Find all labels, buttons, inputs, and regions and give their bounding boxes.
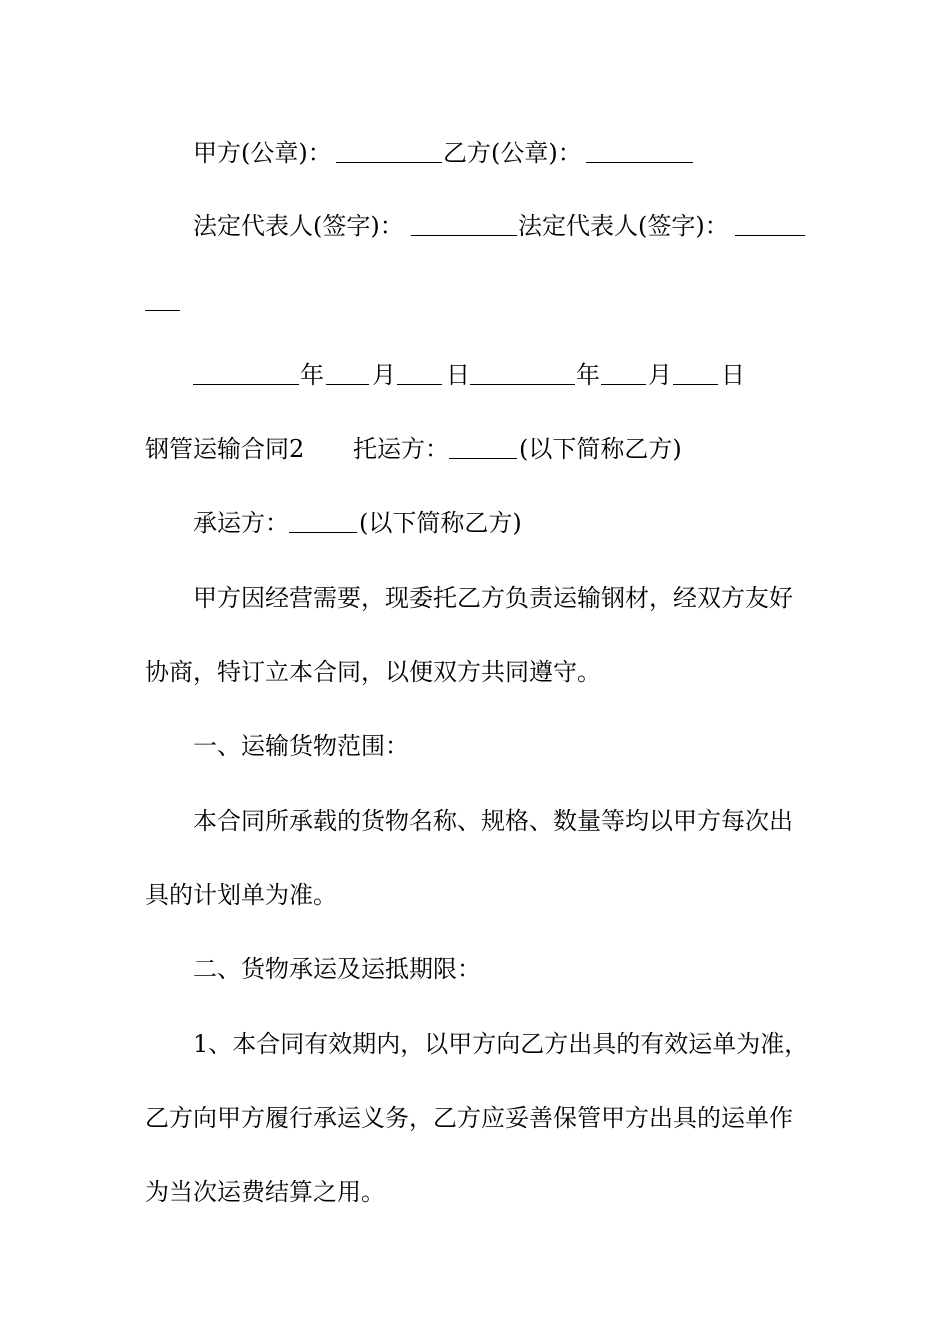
paragraph-line [0,801,950,841]
legal-rep-b-label: 法定代表人(签字)： [518,212,729,240]
date-b-year-blank [470,384,575,385]
legal-rep-a-label: 法定代表人(签字)： [193,212,404,240]
carrier-blank [289,532,357,533]
legal-rep-b-blank [735,235,805,236]
paragraph-line [0,1172,950,1212]
date-a-month-blank [326,384,369,385]
paragraph-line [0,578,950,618]
legal-rep-b-blank-wrap [145,310,180,311]
paragraph-line [0,875,950,915]
body-text: 本合同所承载的货物名称、规格、数量等均以甲方每次出 [193,807,793,835]
paragraph-line [0,1098,950,1138]
carrier-label: 承运方： [193,509,289,537]
party-a-seal-label: 甲方(公章)： [193,139,332,167]
date-b-month-blank [601,384,646,385]
body-text: 1、本合同有效期内，以甲方向乙方出具的有效运单为准， [193,1030,809,1058]
date-b-day: 日 [721,361,745,389]
body-text: 协商，特订立本合同，以便双方共同遵守。 [145,658,601,686]
date-a-month: 月 [372,361,396,389]
shipper-label: 托运方： [353,435,449,463]
date-line [0,355,950,395]
body-text: 具的计划单为准。 [145,881,337,909]
party-b-seal-label: 乙方(公章)： [443,139,582,167]
seal-line [0,133,950,173]
date-a-year: 年 [300,361,324,389]
section-heading-line [0,949,950,989]
section-heading-line [0,726,950,766]
date-b-day-blank [673,384,718,385]
body-text: 甲方因经营需要，现委托乙方负责运输钢材，经双方友好 [193,584,793,612]
paragraph-line [0,1024,950,1064]
body-text: 乙方向甲方履行承运义务，乙方应妥善保管甲方出具的运单作 [145,1104,793,1132]
date-b-month: 月 [648,361,672,389]
legal-rep-blank-continuation [0,281,950,321]
carrier-line [0,503,950,543]
date-a-year-blank [193,384,299,385]
date-a-day: 日 [446,361,470,389]
party-a-seal-blank [336,162,442,163]
contract-title: 钢管运输合同2 [145,435,305,463]
date-a-day-blank [397,384,442,385]
shipper-blank [449,458,517,459]
shipper-suffix: (以下简称乙方) [519,435,682,463]
section-heading: 二、货物承运及运抵期限： [193,955,481,983]
title-shipper-line [0,429,950,469]
date-b-year: 年 [576,361,600,389]
party-b-seal-blank [586,162,693,163]
section-heading: 一、运输货物范围： [193,732,409,760]
legal-rep-line [0,206,950,246]
carrier-suffix: (以下简称乙方) [359,509,522,537]
paragraph-line [0,652,950,692]
body-text: 为当次运费结算之用。 [145,1178,385,1206]
legal-rep-a-blank [411,235,517,236]
